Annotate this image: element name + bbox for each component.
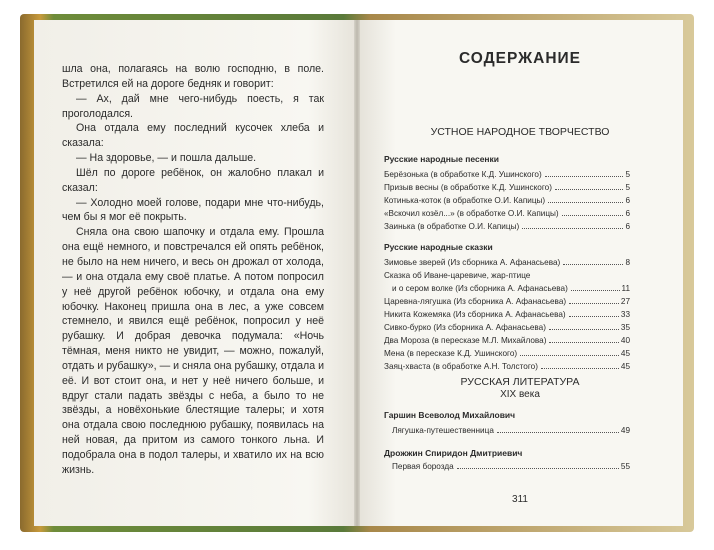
leader-dots: [569, 303, 619, 304]
paragraph: Сняла она свою шапочку и отдала ему. Прошла она ещё немного, и повстречался ей опять ребёнок, не было на нем ничего, и весь он дрожал от холода, — и она отдала ему своё платье. А потом попросил у неё другой ребёнок юбочку, и отдала она ему юбочку. Наконец пришла она в лес, а уже совсем стемнело, и явился ещё ребёнок, попросил у неё рубашку. И добрая девочка подумала: «Ночь тёмная, меня никто не увидит, — можно, пожалуй, отдать и рубашку», — и сняла она рубашку, отдала и её. И вот стоит она, и нет у неё ничего больше, и вдруг стали падать звёзды с неба, а было то не звёзды, а новёхонькие блестящие талеры; и хотя она отдала свою последнюю рубашку, появилась на ней новая, да притом из самого тонкого льна. И подобрала она в подол талеры, и хватило их на всю жизнь.: [62, 226, 324, 476]
entry-title: Призыв весны (в обработке К.Д. Ушинского): [384, 183, 552, 192]
toc-entry[interactable]: [384, 257, 630, 268]
toc-entry[interactable]: [384, 270, 630, 281]
right-page: [357, 20, 683, 526]
entry-page: 5: [625, 183, 630, 192]
toc-entry[interactable]: [384, 169, 630, 180]
leader-dots: [545, 176, 624, 177]
entry-title: Заяц-хваста (в обработке А.Н. Толстого): [384, 362, 538, 371]
leader-dots: [549, 329, 619, 330]
entry-page: 27: [620, 297, 630, 306]
entry-title: Лягушка-путешественница: [392, 426, 494, 435]
entry-page: 11: [621, 284, 630, 293]
entry-page: 6: [625, 222, 630, 231]
entry-title: Царевна-лягушка (Из сборника А. Афанасьева): [384, 297, 567, 306]
toc-entry[interactable]: [384, 208, 630, 219]
entry-page: 33: [620, 310, 630, 319]
toc-entry[interactable]: [384, 221, 630, 232]
entry-page: 5: [625, 170, 630, 179]
leader-dots: [457, 468, 619, 469]
toc-entry[interactable]: [384, 361, 630, 372]
leader-dots: [549, 342, 618, 343]
toc-entry[interactable]: [384, 322, 630, 333]
section-heading-folk: УСТНОЕ НАРОДНОЕ ТВОРЧЕСТВО: [430, 126, 610, 138]
leader-dots: [569, 316, 619, 317]
book-gutter: [354, 20, 360, 526]
entry-page: 49: [620, 426, 630, 435]
leader-dots: [497, 432, 619, 433]
section-heading-literature: РУССКАЯ ЛИТЕРАТУРА: [460, 376, 580, 388]
paragraph: — Ах, дай мне чего-нибудь поесть, я так проголодался.: [62, 92, 324, 120]
leader-dots: [548, 202, 623, 203]
toc-entry[interactable]: [384, 195, 630, 206]
toc-entry[interactable]: [384, 335, 630, 346]
section-heading-century: XIX века: [500, 389, 540, 400]
leader-dots: [571, 290, 620, 291]
entry-page: 6: [625, 209, 630, 218]
paragraph: Она отдала ему последний кусочек хлеба и сказала:: [62, 122, 324, 150]
toc-entry[interactable]: [384, 348, 630, 359]
toc-title: СОДЕРЖАНИЕ: [458, 50, 582, 67]
entry-title: Сказка об Иване-царевиче, жар-птице: [384, 271, 531, 280]
author-heading: Гаршин Всеволод Михайлович: [384, 410, 516, 420]
paragraph: — Холодно моей голове, подари мне что-нибудь, чем бы я мог её покрыть.: [62, 196, 324, 224]
entry-page: 45: [620, 349, 630, 358]
entry-title: Никита Кожемяка (Из сборника А. Афанасьева): [384, 310, 566, 319]
entry-title: Заинька (в обработке О.И. Капицы): [384, 222, 520, 231]
toc-entry[interactable]: [384, 309, 630, 320]
subheading-tales: Русские народные сказки: [384, 242, 493, 252]
leader-dots: [563, 264, 623, 265]
entry-title: «Вскочил козёл...» (в обработке О.И. Капицы): [384, 209, 559, 218]
subheading-songs: Русские народные песенки: [384, 154, 500, 164]
paragraph: шла она, полагаясь на волю господню, в поле. Встретился ей на дороге бедняк и говорит:: [62, 63, 324, 90]
leader-dots: [522, 228, 623, 229]
entry-title: Первая борозда: [392, 462, 454, 471]
leader-dots: [562, 215, 624, 216]
entry-page: 35: [620, 323, 630, 332]
entry-title: Берёзонька (в обработке К.Д. Ушинского): [384, 170, 542, 179]
entry-title: Сивко-бурко (Из сборника А. Афанасьева): [384, 323, 546, 332]
entry-title: и о сером волке (Из сборника А. Афанасьева): [392, 284, 568, 293]
paragraph: Шёл по дороге ребёнок, он жалобно плакал и сказал:: [62, 166, 324, 194]
leader-dots: [520, 355, 619, 356]
entry-page: 40: [620, 336, 630, 345]
toc-entry[interactable]: [392, 425, 630, 436]
toc-entry[interactable]: [384, 182, 630, 193]
leader-dots: [555, 189, 624, 190]
left-page: [34, 20, 357, 526]
story-text: [62, 62, 324, 478]
toc-entry[interactable]: [384, 296, 630, 307]
entry-page: 45: [620, 362, 630, 371]
toc-entry[interactable]: [392, 461, 630, 472]
entry-title: Зимовье зверей (Из сборника А. Афанасьева): [384, 258, 561, 267]
leader-dots: [541, 368, 619, 369]
page-number: 311: [512, 494, 528, 505]
entry-title: Мена (в пересказе К.Д. Ушинского): [384, 349, 518, 358]
paragraph: — На здоровье, — и пошла дальше.: [76, 152, 257, 165]
entry-title: Два Мороза (в пересказе М.Л. Михайлова): [384, 336, 547, 345]
entry-page: 8: [625, 258, 630, 267]
entry-page: 55: [620, 462, 630, 471]
entry-title: Котинька-коток (в обработке О.И. Капицы): [384, 196, 546, 205]
entry-page: 6: [625, 196, 630, 205]
author-heading: Дрожжин Спиридон Дмитриевич: [384, 448, 523, 458]
toc-entry[interactable]: [392, 283, 630, 294]
